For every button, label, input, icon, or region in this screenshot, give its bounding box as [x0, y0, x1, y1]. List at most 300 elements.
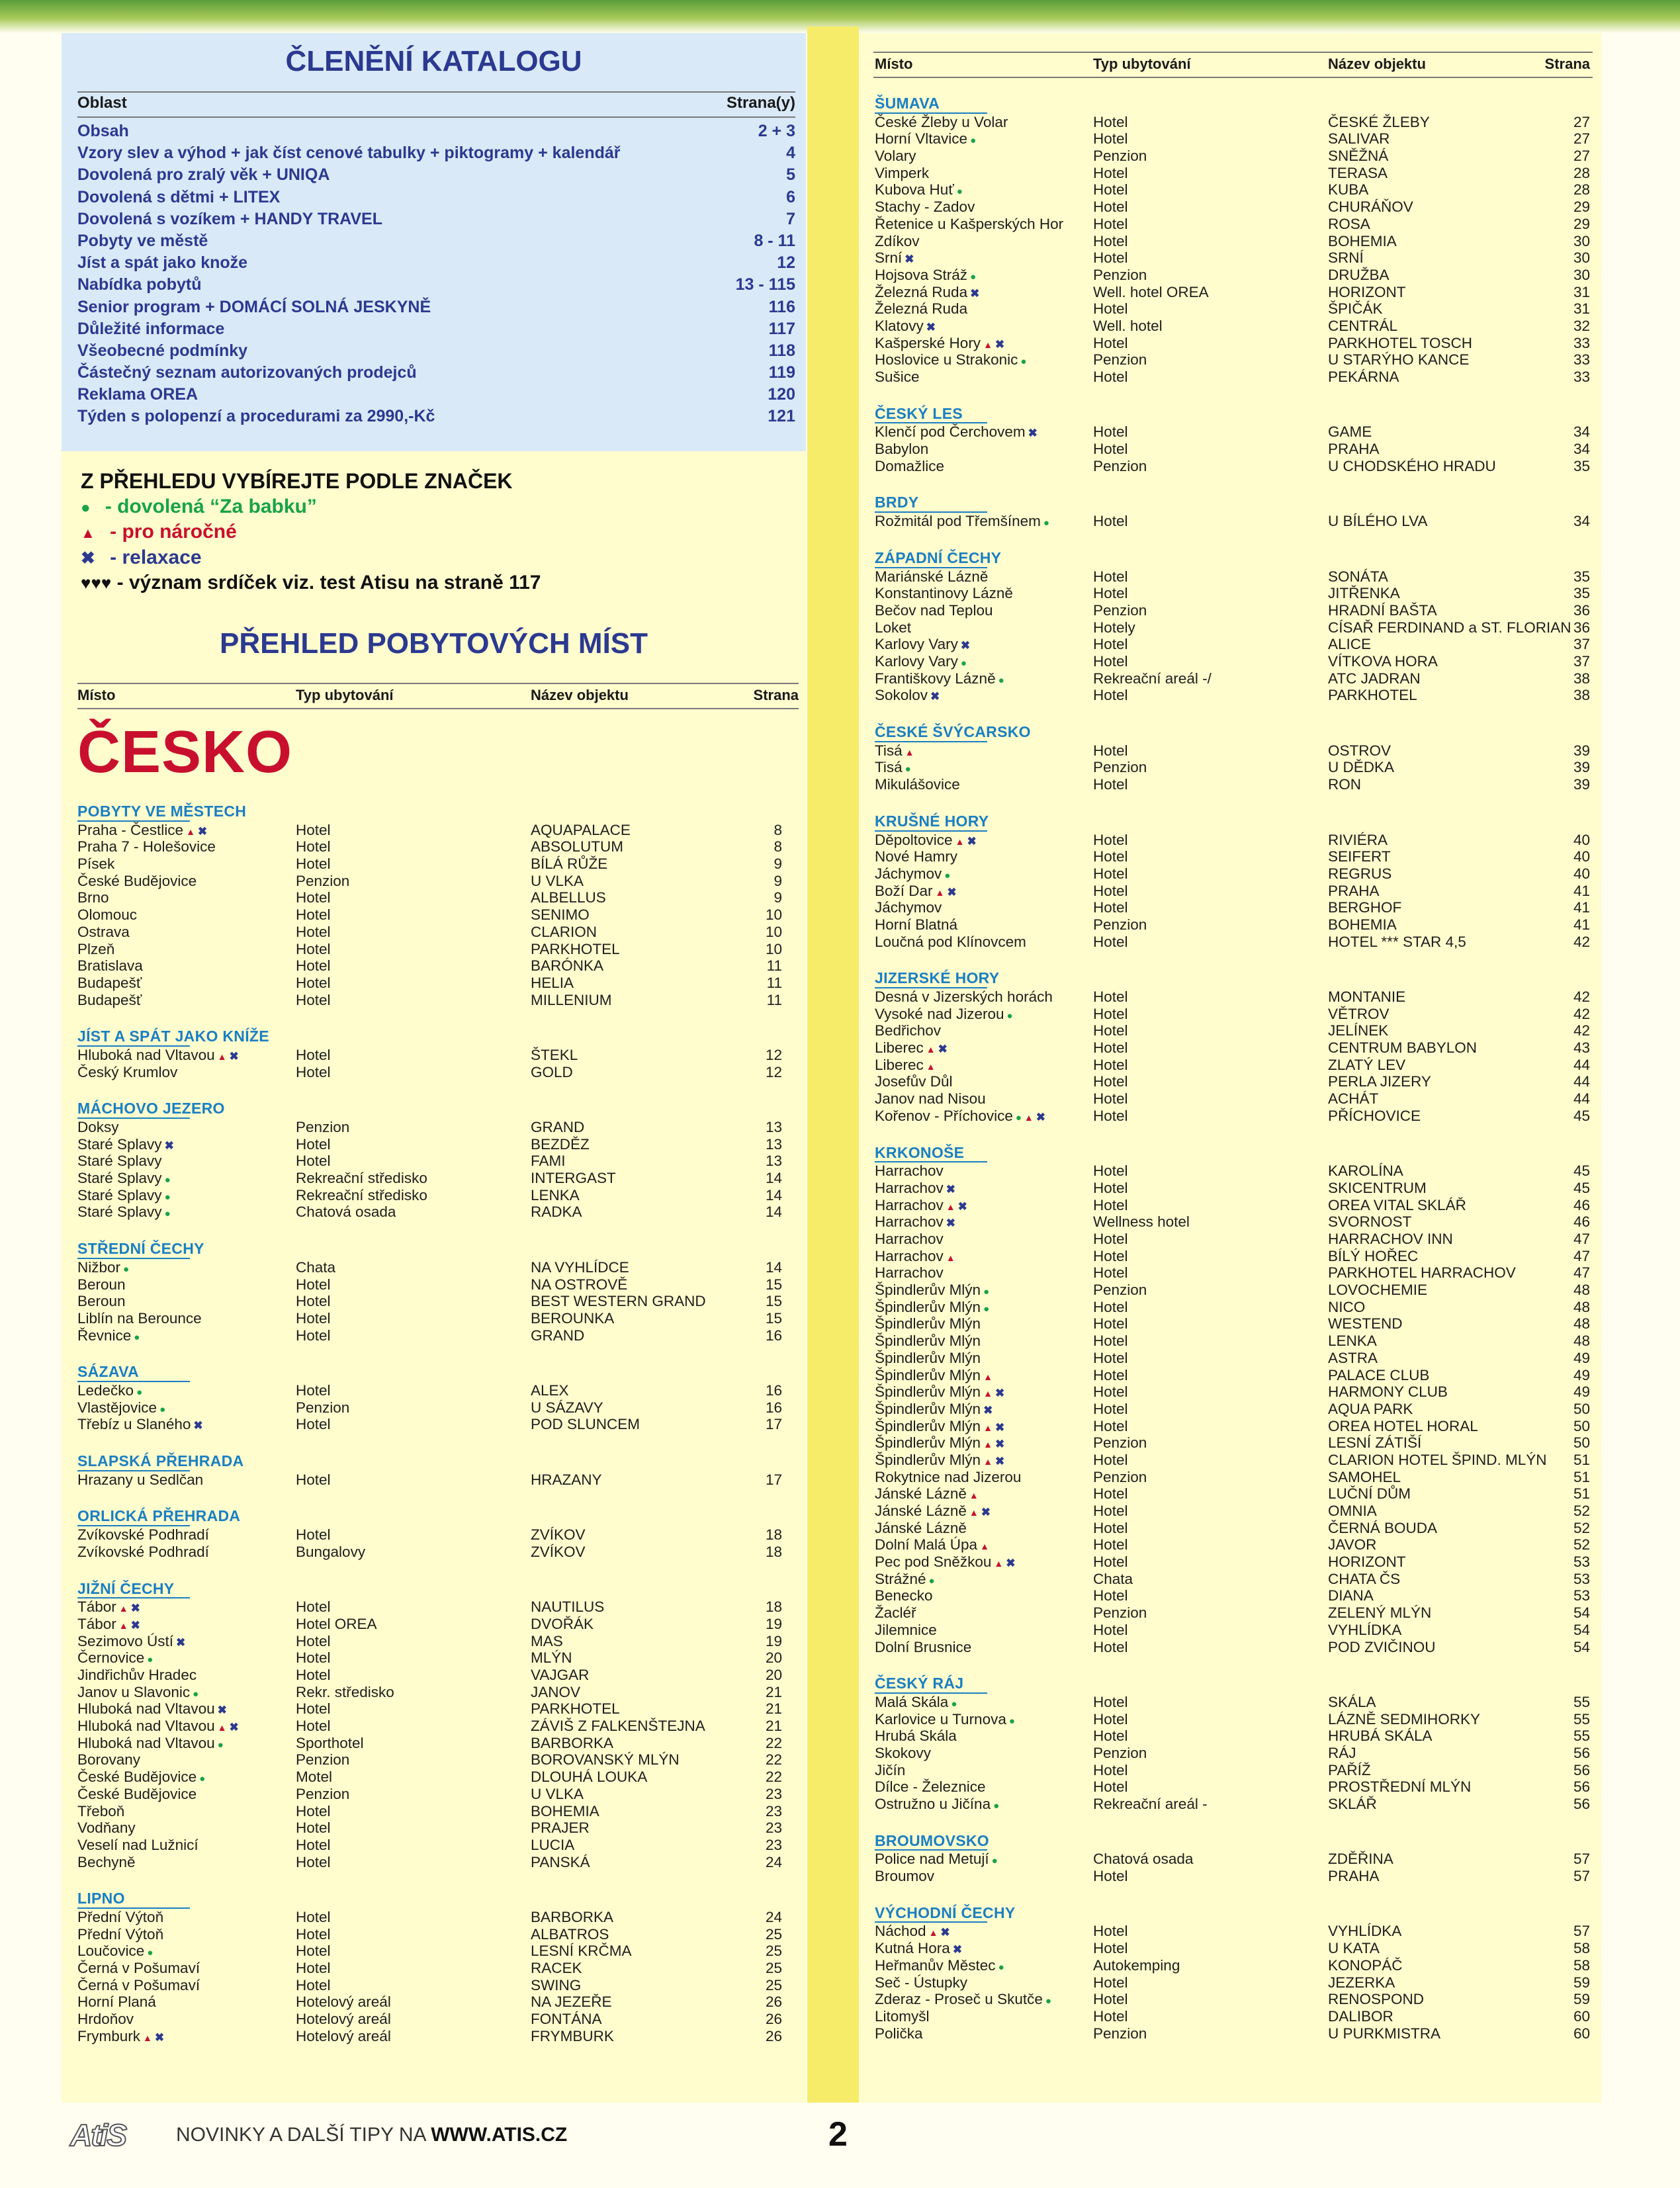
- list-item: [875, 114, 1593, 131]
- object-name-cell: BEROUNKA: [531, 1309, 615, 1327]
- place-cell: [77, 1598, 296, 1616]
- catalog-col-left: Oblast: [77, 94, 127, 112]
- left-header-rule-bottom: [77, 708, 799, 709]
- page-cell: 48: [1573, 1315, 1590, 1333]
- place-cell: [875, 198, 1093, 216]
- list-item: [77, 1119, 799, 1136]
- place-cell: [875, 1248, 1093, 1265]
- type-cell: Hotel: [1093, 369, 1128, 386]
- dot-icon: ●: [217, 1739, 224, 1751]
- place-name: Písek: [77, 855, 115, 873]
- type-cell: Hotel: [1093, 181, 1128, 198]
- list-item: [875, 1622, 1593, 1639]
- page-cell: 45: [1573, 1107, 1590, 1124]
- place-name: Loučovice: [77, 1943, 145, 1960]
- type-cell: Chatová osada: [1093, 1851, 1194, 1868]
- place-name: Špindlerův Mlýn: [875, 1315, 981, 1333]
- place-cell: [77, 1382, 296, 1399]
- atis-logo: AtiS: [70, 2118, 126, 2152]
- catalog-row-label: Obsah: [77, 122, 129, 140]
- type-cell: Hotel: [296, 1309, 331, 1327]
- list-item: [875, 1333, 1593, 1350]
- object-name-cell: SONÁTA: [1328, 568, 1388, 585]
- object-name-cell: GAME: [1328, 423, 1372, 441]
- place-cell: [77, 1136, 296, 1153]
- place-cell: [875, 233, 1093, 250]
- catalog-row-label: Týden s polopenzí a procedurami za 2990,-Kč: [77, 407, 435, 426]
- page-cell: 44: [1573, 1073, 1590, 1090]
- list-item: [875, 369, 1593, 386]
- type-cell: Hotel: [296, 1908, 331, 1925]
- place-cell: [77, 1786, 296, 1803]
- object-name-cell: RON: [1328, 776, 1361, 793]
- place-name: Třeboň: [77, 1802, 125, 1819]
- col-place: Místo: [875, 56, 913, 72]
- list-item: [875, 1778, 1593, 1796]
- footer: [70, 2115, 864, 2154]
- page-cell: 32: [1573, 317, 1590, 334]
- place-cell: [875, 148, 1093, 165]
- object-name-cell: HRADNÍ BAŠTA: [1328, 601, 1437, 619]
- object-name-cell: MLÝN: [531, 1649, 572, 1667]
- page-cell: 48: [1573, 1333, 1590, 1350]
- list-item: [875, 1974, 1593, 1991]
- type-cell: Penzion: [1093, 2025, 1147, 2042]
- right-header-rule-top: [873, 52, 1593, 53]
- object-name-cell: PARKHOTEL: [531, 1700, 620, 1718]
- place-cell: [875, 1503, 1093, 1520]
- catalog-header: [77, 94, 795, 112]
- list-item: [77, 1993, 799, 2011]
- object-name-cell: PAŘÍŽ: [1328, 1761, 1371, 1778]
- dot-icon: ●: [164, 1174, 171, 1186]
- place-name: Nové Hamry: [875, 848, 958, 865]
- place-cell: [875, 1039, 1093, 1057]
- place-name: Harrachov: [875, 1179, 944, 1196]
- list-item: [77, 873, 799, 890]
- object-name-cell: JITŘENKA: [1328, 585, 1400, 602]
- page-cell: 47: [1573, 1231, 1590, 1247]
- cross-icon: ✖: [947, 885, 957, 898]
- place-name: Železná Ruda: [875, 283, 968, 300]
- type-cell: Hotel: [1093, 742, 1128, 759]
- cross-icon: ✖: [130, 1602, 140, 1615]
- type-cell: Hotel: [1093, 1451, 1128, 1468]
- list-item: [77, 889, 799, 906]
- place-cell: [875, 1622, 1093, 1639]
- type-cell: Hotel: [1093, 653, 1128, 670]
- cross-icon: ✖: [995, 1454, 1005, 1467]
- triangle-icon: ▲: [955, 836, 965, 847]
- place-name: Frymburk: [77, 2027, 140, 2044]
- type-cell: Hotel: [296, 1135, 331, 1153]
- catalog-row-page: 4: [786, 144, 795, 163]
- page-cell: 25: [765, 1943, 782, 1960]
- object-name-cell: ZLATÝ LEV: [1328, 1056, 1406, 1073]
- right-listing: [875, 95, 1593, 2042]
- list-item: [77, 1803, 799, 1820]
- object-name-cell: HORIZONT: [1328, 283, 1406, 300]
- place-cell: [875, 216, 1093, 233]
- page-cell: 55: [1573, 1710, 1590, 1728]
- list-item: [875, 1571, 1593, 1588]
- list-item: [77, 1064, 799, 1081]
- list-item: [77, 1471, 799, 1489]
- place-cell: [875, 267, 1093, 284]
- place-cell: [77, 1259, 296, 1276]
- page-cell: 14: [765, 1203, 782, 1221]
- list-item: [875, 883, 1593, 900]
- place-name: České Budějovice: [77, 1785, 197, 1802]
- triangle-icon: ▲: [983, 1388, 993, 1399]
- object-name-cell: ŠTEKL: [531, 1046, 578, 1063]
- section-heading: ČESKÝ LES: [875, 406, 987, 424]
- object-name-cell: SVORNOST: [1328, 1213, 1412, 1231]
- catalog-row-page: 7: [786, 209, 795, 228]
- type-cell: Hotel: [296, 906, 331, 924]
- object-name-cell: SRNÍ: [1328, 249, 1364, 267]
- type-cell: Hotel: [1093, 1247, 1128, 1264]
- page-cell: 36: [1573, 601, 1590, 619]
- place-cell: [875, 934, 1093, 951]
- dot-icon: ●: [998, 674, 1004, 686]
- object-name-cell: HRUBÁ SKÁLA: [1328, 1728, 1433, 1745]
- page-cell: 15: [765, 1276, 782, 1293]
- type-cell: Hotel: [1093, 1417, 1128, 1434]
- list-item: [875, 670, 1593, 687]
- place-name: Horní Vltavice: [875, 130, 968, 148]
- list-item: [77, 1718, 799, 1735]
- type-cell: Hotel: [296, 940, 331, 957]
- list-item: [77, 1327, 799, 1344]
- page-cell: 48: [1573, 1282, 1590, 1299]
- section-heading: SLAPSKÁ PŘEHRADA: [77, 1453, 190, 1471]
- cross-icon: ✖: [946, 1182, 956, 1196]
- place-cell: [875, 1452, 1093, 1469]
- list-item: [77, 1170, 799, 1187]
- triangle-icon: ▲: [81, 525, 95, 541]
- type-cell: Hotel: [1093, 585, 1128, 602]
- page-cell: 45: [1573, 1179, 1590, 1196]
- place-cell: [77, 924, 296, 941]
- dot-icon: ●: [123, 1263, 130, 1275]
- page-cell: 58: [1573, 1940, 1590, 1957]
- type-cell: Hotel: [1093, 1333, 1128, 1350]
- right-table-header: [875, 56, 1590, 73]
- type-cell: Hotel: [296, 1700, 331, 1718]
- place-name: Přední Výtoň: [77, 1908, 164, 1925]
- page-cell: 44: [1573, 1056, 1590, 1073]
- section-heading: ČESKÝ RÁJ: [875, 1675, 987, 1694]
- place-name: Špindlerův Mlýn: [875, 1333, 981, 1350]
- type-cell: Hotel: [1093, 513, 1128, 530]
- place-cell: [77, 1616, 296, 1633]
- catalog-row: [77, 230, 795, 252]
- section-heading: BRDY: [875, 494, 987, 513]
- list-item: [875, 865, 1593, 883]
- place-cell: [77, 2028, 296, 2045]
- page-cell: 11: [766, 991, 782, 1008]
- place-name: Seč - Ústupky: [875, 1974, 968, 1991]
- object-name-cell: INTERGAST: [531, 1170, 616, 1187]
- type-cell: Hotel: [296, 838, 331, 855]
- list-item: [77, 1786, 799, 1803]
- place-name: Český Krumlov: [77, 1063, 178, 1080]
- object-name-cell: BEZDĚZ: [531, 1135, 590, 1153]
- type-cell: Hotel: [1093, 1923, 1128, 1940]
- place-cell: [77, 1170, 296, 1187]
- page-cell: 41: [1573, 916, 1590, 933]
- list-item: [875, 1452, 1593, 1469]
- type-cell: Hotel: [296, 957, 331, 975]
- dot-icon: ●: [960, 658, 967, 669]
- place-name: Police nad Metují: [875, 1851, 989, 1868]
- place-name: Jáchymov: [875, 865, 942, 882]
- type-cell: Hotel: [1093, 1022, 1128, 1039]
- catalog-row: [77, 296, 795, 318]
- list-item: [875, 441, 1593, 458]
- place-cell: [77, 1544, 296, 1561]
- triangle-icon: ▲: [935, 887, 945, 898]
- catalog-col-right: Strana(y): [726, 94, 795, 112]
- place-cell: [875, 1022, 1093, 1039]
- page-cell: 33: [1573, 351, 1590, 369]
- place-name: Jánské Lázně: [875, 1503, 967, 1519]
- list-item: [77, 941, 799, 958]
- object-name-cell: CENTRUM BABYLON: [1328, 1039, 1478, 1057]
- type-cell: Well. hotel OREA: [1093, 283, 1209, 300]
- type-cell: Hotel: [1093, 1005, 1128, 1022]
- place-name: Mariánské Lázně: [875, 568, 989, 585]
- catalog-header-rule-top: [77, 91, 795, 93]
- place-cell: [875, 1940, 1093, 1957]
- place-name: Janov nad Nisou: [875, 1090, 986, 1108]
- object-name-cell: FONTÁNA: [531, 2011, 602, 2028]
- object-name-cell: BÍLÁ RŮŽE: [531, 855, 608, 873]
- section-heading: JIŽNÍ ČECHY: [77, 1581, 190, 1599]
- object-name-cell: BOHEMIA: [531, 1802, 599, 1819]
- place-name: Pec pod Sněžkou: [875, 1553, 992, 1571]
- dot-icon: ●: [951, 1698, 957, 1710]
- left-header-rule-top: [77, 683, 799, 684]
- type-cell: Hotel: [1093, 1400, 1128, 1417]
- object-name-cell: MAS: [531, 1632, 563, 1649]
- list-item: [77, 1633, 799, 1650]
- page-cell: 39: [1573, 759, 1590, 776]
- cross-icon: ✖: [229, 1721, 239, 1734]
- place-name: Černovice: [77, 1649, 145, 1667]
- place-cell: [875, 1057, 1093, 1074]
- footer-url[interactable]: WWW.ATIS.CZ: [431, 2124, 568, 2146]
- cross-icon: ✖: [995, 1387, 1005, 1400]
- dot-icon: ●: [1043, 517, 1049, 529]
- place-cell: [875, 687, 1093, 704]
- footer-tagline: NOVINKY A DALŠÍ TIPY NA: [176, 2124, 431, 2146]
- list-item: [77, 1382, 799, 1399]
- type-cell: Hotel: [1093, 249, 1128, 267]
- place-cell: [875, 1418, 1093, 1435]
- place-cell: [875, 653, 1093, 670]
- place-name: Plzeň: [77, 940, 115, 957]
- page-cell: 53: [1573, 1587, 1590, 1604]
- cross-icon: ✖: [81, 547, 95, 568]
- type-cell: Hotel: [296, 1046, 331, 1063]
- place-name: Harrachov: [875, 1264, 944, 1282]
- col-page: Strana: [1544, 56, 1590, 72]
- page-cell: 22: [765, 1751, 782, 1769]
- place-name: Harrachov: [875, 1247, 944, 1264]
- page-cell: 55: [1573, 1693, 1590, 1710]
- triangle-icon: ▲: [217, 1051, 227, 1062]
- object-name-cell: ACHÁT: [1328, 1090, 1379, 1108]
- cross-icon: ✖: [995, 1438, 1005, 1451]
- place-name: Doksy: [77, 1119, 119, 1136]
- triangle-icon: ▲: [980, 1541, 989, 1552]
- place-cell: [875, 636, 1093, 653]
- page-cell: 25: [765, 1976, 782, 1993]
- list-item: [875, 267, 1593, 284]
- page-cell: 53: [1573, 1553, 1590, 1571]
- place-name: Olomouc: [77, 906, 138, 924]
- page-cell: 22: [765, 1734, 782, 1751]
- page-cell: 9: [774, 889, 782, 906]
- object-name-cell: ZVÍKOV: [531, 1526, 586, 1544]
- col-name: Název objektu: [531, 687, 629, 703]
- type-cell: Hotel: [1093, 1503, 1128, 1519]
- place-name: Budapešť: [77, 974, 142, 991]
- place-cell: [875, 759, 1093, 776]
- object-name-cell: ABSOLUTUM: [531, 838, 624, 855]
- page-cell: 51: [1573, 1451, 1590, 1468]
- object-name-cell: GRAND: [531, 1119, 585, 1136]
- place-cell: [875, 1213, 1093, 1231]
- type-cell: Hotel: [296, 1153, 331, 1170]
- object-name-cell: PRAHA: [1328, 882, 1380, 899]
- place-cell: [77, 855, 296, 873]
- list-item: [875, 1923, 1593, 1940]
- list-item: [875, 1536, 1593, 1553]
- page-cell: 42: [1573, 1022, 1590, 1039]
- place-name: Desná v Jizerských horách: [875, 988, 1053, 1006]
- place-name: Dolní Malá Úpa: [875, 1536, 978, 1553]
- place-cell: [875, 1180, 1093, 1197]
- list-item: [875, 513, 1593, 530]
- object-name-cell: HRAZANY: [531, 1471, 602, 1488]
- object-name-cell: ŠPIČÁK: [1328, 300, 1383, 318]
- list-item: [875, 1401, 1593, 1418]
- list-item: [875, 233, 1593, 250]
- catalog-row-page: 117: [768, 319, 795, 338]
- cross-icon: ✖: [176, 1636, 186, 1649]
- object-name-cell: SKLÁŘ: [1328, 1796, 1377, 1813]
- place-cell: [77, 941, 296, 958]
- catalog-row: [77, 208, 795, 230]
- list-item: [875, 568, 1593, 586]
- object-name-cell: BERGHOF: [1328, 899, 1402, 916]
- page-cell: 25: [765, 1960, 782, 1977]
- list-item: [77, 1977, 799, 1994]
- list-item: [77, 1926, 799, 1943]
- place-name: Vimperk: [875, 164, 930, 181]
- legend-dot-label: - dovolená “Za babku”: [99, 495, 317, 517]
- place-name: Veselí nad Lužnicí: [77, 1836, 199, 1853]
- object-name-cell: CHATA ČS: [1328, 1570, 1401, 1587]
- page-cell: 41: [1573, 882, 1590, 899]
- type-cell: Hotel: [296, 1649, 331, 1667]
- cross-icon: ✖: [995, 1421, 1005, 1434]
- type-cell: Bungalovy: [296, 1543, 366, 1560]
- place-cell: [875, 318, 1093, 335]
- section-heading: JÍST A SPÁT JAKO KNÍŽE: [77, 1028, 190, 1047]
- page-cell: 42: [1573, 988, 1590, 1006]
- dot-icon: ●: [991, 1855, 998, 1867]
- place-cell: [77, 906, 296, 924]
- object-name-cell: LENKA: [531, 1186, 580, 1203]
- page-cell: 28: [1573, 181, 1590, 198]
- catalog-row-label: Důležité informace: [77, 319, 225, 338]
- place-name: Karlovice u Turnova: [875, 1710, 1006, 1728]
- object-name-cell: CLARION: [531, 923, 597, 940]
- place-name: České Budějovice: [77, 1769, 197, 1786]
- cross-icon: ✖: [960, 639, 971, 652]
- place-name: Vysoké nad Jizerou: [875, 1005, 1004, 1022]
- list-item: [875, 1264, 1593, 1282]
- type-cell: Hotel: [1093, 899, 1128, 916]
- place-cell: [875, 1536, 1093, 1553]
- place-cell: [77, 1751, 296, 1769]
- place-cell: [77, 1718, 296, 1735]
- page-cell: 12: [765, 1063, 782, 1080]
- place-name: Liblín na Berounce: [77, 1309, 202, 1327]
- place-name: Klenčí pod Čerchovem: [875, 423, 1026, 441]
- type-cell: Hotel: [1093, 1162, 1128, 1180]
- place-name: Špindlerův Mlýn: [875, 1349, 981, 1366]
- page-cell: 39: [1573, 776, 1590, 793]
- catalog-row: [77, 142, 795, 164]
- page-cell: 8: [774, 838, 782, 855]
- page-cell: 29: [1573, 198, 1590, 216]
- place-name: Loket: [875, 619, 912, 636]
- page-cell: 23: [765, 1785, 782, 1802]
- section-gap: [875, 950, 1593, 970]
- page-cell: 59: [1573, 1991, 1590, 2008]
- place-name: Staré Splavy: [77, 1203, 162, 1221]
- dot-icon: ●: [983, 1286, 990, 1298]
- footer-text: [176, 2124, 567, 2146]
- object-name-cell: BARBORKA: [531, 1908, 614, 1925]
- page-cell: 51: [1573, 1468, 1590, 1485]
- place-name: Strážné: [875, 1570, 926, 1587]
- type-cell: Hotel: [1093, 1179, 1128, 1196]
- list-item: [875, 1090, 1593, 1108]
- page-cell: 14: [765, 1170, 782, 1187]
- place-name: Nižbor: [77, 1258, 121, 1276]
- list-item: [875, 1282, 1593, 1299]
- place-cell: [875, 1090, 1093, 1108]
- catalog-row-page: 2 + 3: [758, 122, 795, 140]
- type-cell: Hotel: [1093, 1090, 1128, 1108]
- object-name-cell: JAVOR: [1328, 1536, 1377, 1553]
- page-cell: 18: [765, 1598, 782, 1616]
- place-cell: [77, 1684, 296, 1701]
- page-cell: 34: [1573, 513, 1590, 530]
- page-cell: 37: [1573, 653, 1590, 670]
- place-name: Sezimovo Ústí: [77, 1632, 174, 1649]
- type-cell: Hotel: [1093, 933, 1128, 950]
- page-cell: 43: [1573, 1039, 1590, 1057]
- page-number: 2: [828, 2115, 848, 2154]
- catalog-header-rule-bottom: [77, 116, 795, 118]
